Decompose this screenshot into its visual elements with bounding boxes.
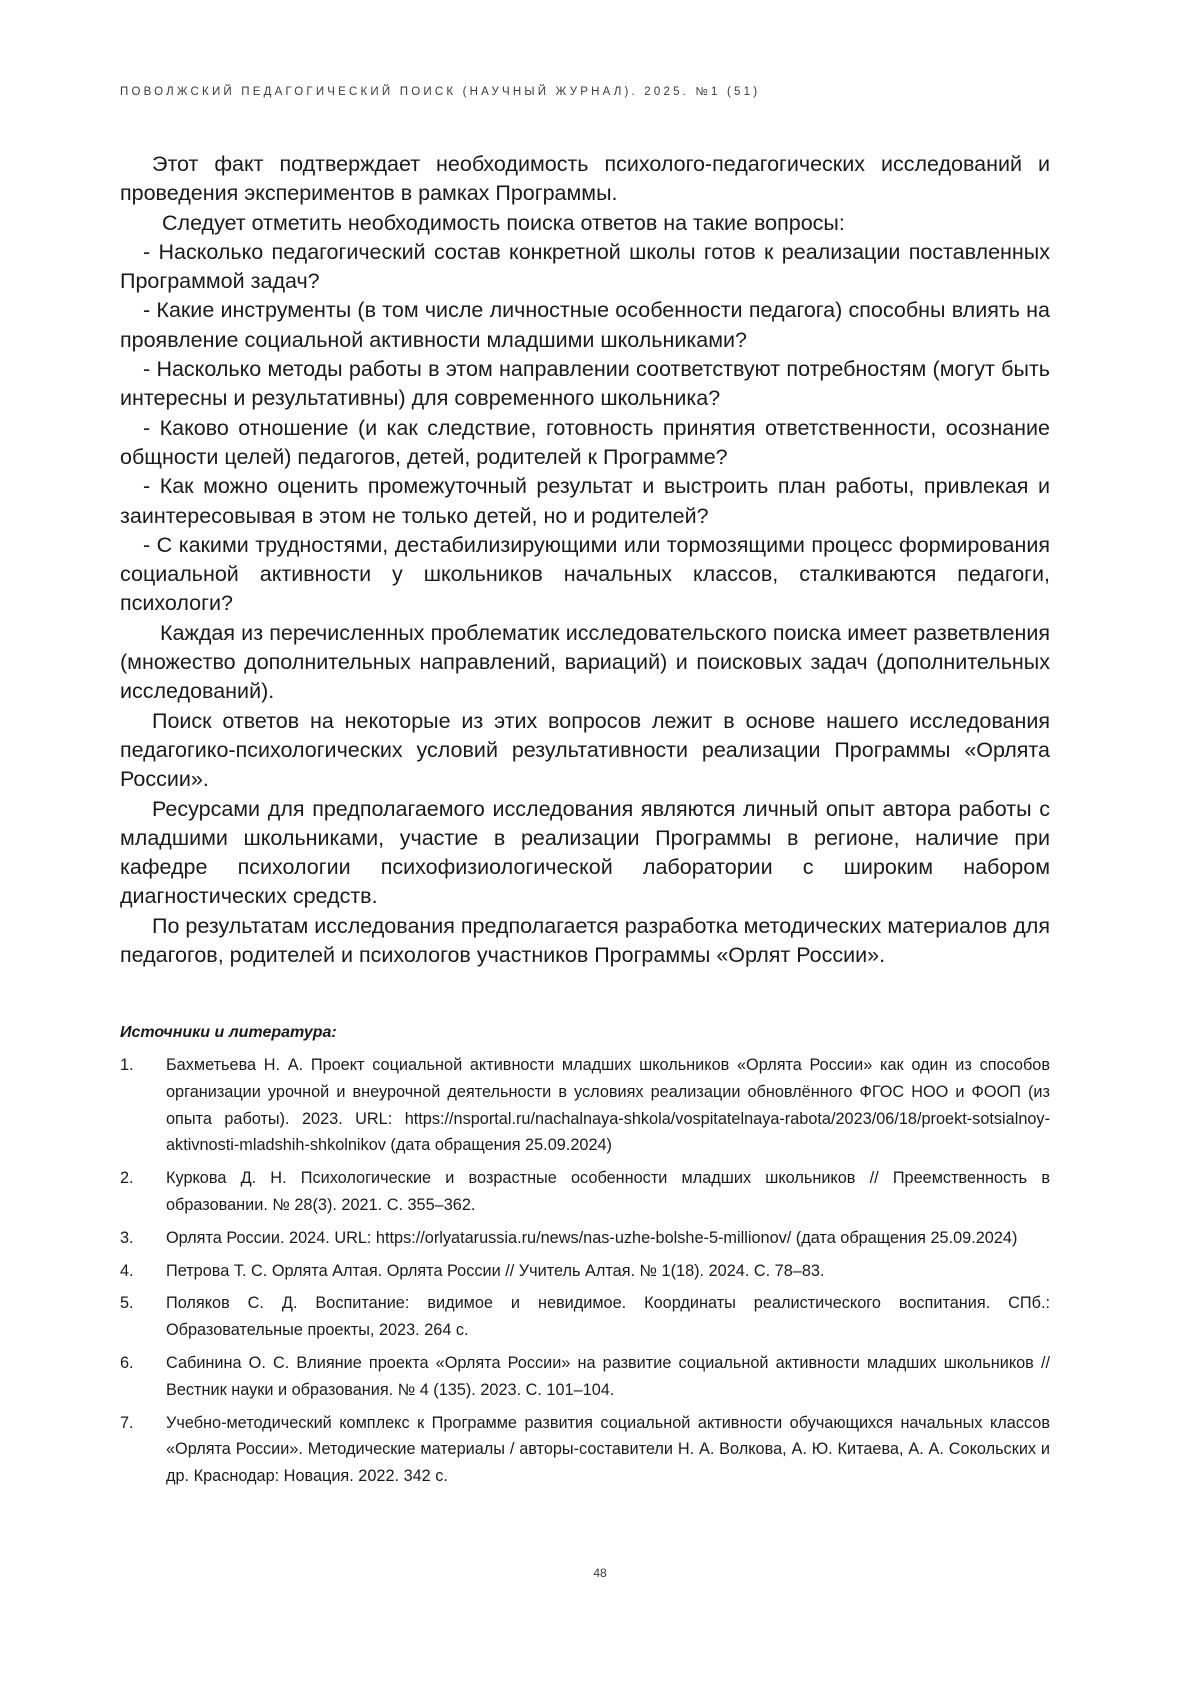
reference-number: 7. (120, 1413, 134, 1432)
question-item: - Насколько педагогический состав конкретной школы готов к реализации поставленных Программой задач? (120, 239, 1050, 294)
reference-item (120, 1225, 1050, 1252)
body-paragraph: Поиск ответов на некоторые из этих вопросов лежит в основе нашего исследования педагогико-психологических условий результативности реализации Программы «Орлята России». (120, 708, 1050, 792)
body-paragraph: По результатам исследования предполагается разработка методических материалов для педагогов, родителей и психологов участников Программы «Орлят России». (120, 913, 1050, 968)
reference-number: 4. (120, 1261, 134, 1280)
question-item: - Каково отношение (и как следствие, готовность принятия ответственности, осознание общности целей) педагогов, детей, родителей к Программе? (120, 415, 1050, 469)
reference-item (120, 1350, 1050, 1404)
reference-item (120, 1290, 1050, 1344)
reference-text: Петрова Т. С. Орлята Алтая. Орлята России // Учитель Алтая. № 1(18). 2024. С. 78–83. (166, 1261, 825, 1280)
question-item: - Какие инструменты (в том числе личностные особенности педагога) способны влиять на проявление социальной активности младшими школьниками? (120, 298, 1050, 352)
reference-number: 5. (120, 1294, 134, 1313)
running-header: ПОВОЛЖСКИЙ ПЕДАГОГИЧЕСКИЙ ПОИСК (НАУЧНЫЙ ЖУРНАЛ). 2025. №1 (51) (120, 86, 761, 98)
references-heading: Источники и литература: (120, 1024, 337, 1041)
question-item: - С какими трудностями, дестабилизирующими или тормозящими процесс формирования социальной активности у школьников начальных классов, сталкиваются педагоги, психологи? (120, 532, 1050, 616)
reference-text: Бахметьева Н. А. Проект социальной активности младших школьников «Орлята России» как один из способов организации урочной и внеурочной деятельности в условиях реализации обновлённого ФГОС НОО и ФООП (из опыта работы). 2023. URL: https://nsportal.ru/nachalnaya-shkola/vospitatelnaya-rabota/2023/06/18/proekt-sotsialnoy-aktivnosti-mladshih-shkolnikov (дата обращения 25.09.2024) (166, 1056, 1050, 1155)
reference-number: 2. (120, 1169, 134, 1188)
body-paragraph: Каждая из перечисленных проблематик исследовательского поиска имеет разветвления (множество дополнительных направлений, вариаций) и поисковых задач (дополнительных исследований). (120, 620, 1050, 704)
reference-item (120, 1165, 1050, 1219)
reference-text: Куркова Д. Н. Психологические и возрастные особенности младших школьников // Преемственность в образовании. № 28(3). 2021. С. 355–362. (166, 1169, 1050, 1214)
reference-text: Учебно-методический комплекс к Программе развития социальной активности обучающихся начальных классов «Орлята России». Методические материалы / авторы-составители Н. А. Волкова, А. Ю. Китаева, А. А. Сокольских и др. Краснодар: Новация. 2022. 342 с. (166, 1413, 1050, 1486)
body-paragraph: Следует отметить необходимость поиска ответов на такие вопросы: (162, 210, 845, 235)
body-paragraph: Этот факт подтверждает необходимость психолого-педагогических исследований и проведения экспериментов в рамках Программы. (120, 152, 1050, 206)
reference-number: 1. (120, 1056, 134, 1074)
body-paragraph: Ресурсами для предполагаемого исследования являются личный опыт автора работы с младшими школьниками, участие в реализации Программы в регионе, наличие при кафедре психологии психофизиологической лаборатории с широким набором диагностических средств. (120, 796, 1050, 909)
reference-item (120, 1052, 1050, 1159)
reference-text: Поляков С. Д. Воспитание: видимое и невидимое. Координаты реалистического воспитания. СПб.: Образовательные проекты, 2023. 264 с. (166, 1294, 1050, 1340)
references-list (120, 1052, 1050, 1496)
reference-number: 3. (120, 1228, 134, 1247)
reference-text: Сабинина О. С. Влияние проекта «Орлята России» на развитие социальной активности младших школьников // Вестник науки и образования. № 4 (135). 2023. С. 101–104. (166, 1353, 1050, 1399)
question-item: - Как можно оценить промежуточный результат и выстроить план работы, привлекая и заинтересовывая в этом не только детей, но и родителей? (120, 474, 1050, 528)
reference-item (120, 1258, 1050, 1285)
question-item: - Насколько методы работы в этом направлении соответствуют потребностям (могут быть интересны и результативны) для современного школьника? (120, 357, 1050, 411)
page-number: 48 (593, 1566, 607, 1580)
reference-item (120, 1410, 1050, 1490)
reference-number: 6. (120, 1353, 134, 1372)
article-body (120, 150, 1050, 970)
reference-text: Орлята России. 2024. URL: https://orlyatarussia.ru/news/nas-uzhe-bolshe-5-millionov/ (дата обращения 25.09.2024) (166, 1228, 1018, 1247)
